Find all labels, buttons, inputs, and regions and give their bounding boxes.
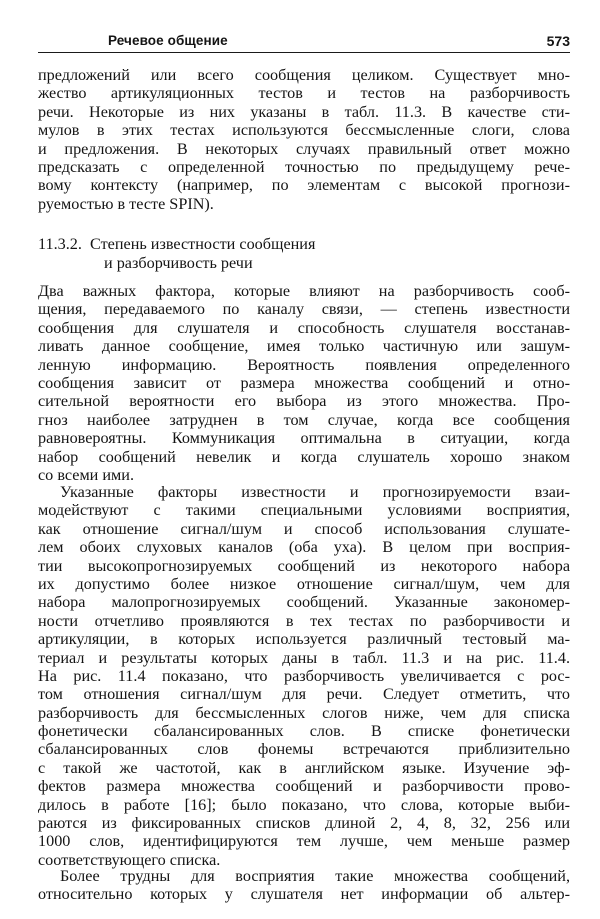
text-line: как отношение сигнал/шум и способ использования слушате- — [38, 519, 570, 538]
paragraph — [38, 483, 570, 869]
text-line: фектов размера множества сообщений и разборчивости прово- — [38, 777, 570, 796]
text-line: сообщения зависит от размера множества сообщений и отно- — [38, 373, 570, 392]
text-line: щения, передаваемого по каналу связи, — степень известности — [38, 300, 570, 319]
text-line: равновероятны. Коммуникация оптимальна в ситуации, когда — [38, 429, 570, 448]
text-line: их допустимо более низкое отношение сигнал/шум, чем для — [38, 574, 570, 593]
text-line: лем обоих слуховых каналов (оба уха). В целом при восприя- — [38, 538, 570, 557]
text-line: ности отчетливо проявляются в тех тестах по разборчивости и — [38, 611, 570, 630]
text-line: относительно которых у слушателя нет информации об альтер- — [38, 885, 570, 904]
text-line: дилось в работе [16]; было показано, что слова, которые выби- — [38, 795, 570, 814]
section-number: 11.3.2. — [38, 235, 82, 253]
text-line: артикуляции, в которых используется различный тестовый ма- — [38, 630, 570, 649]
text-line: набора малопрогнозируемых сообщений. Указанные закономер- — [38, 593, 570, 612]
header-rule — [38, 52, 570, 53]
paragraph-continuation — [38, 66, 570, 213]
paragraph — [38, 282, 570, 484]
text-line: фонетически сбалансированных слов. В списке фонетически — [38, 722, 570, 741]
text-line: ливать данное сообщение, имея только частичную или зашум- — [38, 337, 570, 356]
text-line: и предложения. В некоторых случаях правильный ответ можно — [38, 139, 570, 158]
section-title: Степень известности сообщения — [90, 235, 316, 253]
text-line: Два важных фактора, которые влияют на разборчивость сооб- — [38, 282, 570, 300]
text-line: том отношения сигнал/шум для речи. Следует отметить, что — [38, 685, 570, 704]
text-line: речи. Некоторые из них указаны в табл. 11.3. В качестве сти- — [38, 102, 570, 121]
text-line: раются из фиксированных списков длиной 2, 4, 8, 32, 256 или — [38, 814, 570, 833]
text-line: сообщения для слушателя и способность слушателя восстанав- — [38, 318, 570, 337]
text-line: Указанные факторы известности и прогнозируемости взаи- — [60, 483, 570, 501]
text-line: жество артикуляционных тестов и тестов на разборчивость — [38, 84, 570, 103]
text-line: мулов в этих тестах используются бессмысленные слоги, слова — [38, 121, 570, 140]
text-line: соответствующего списка. — [38, 850, 221, 869]
text-line: со всеми ими. — [38, 465, 135, 484]
page-number: 573 — [546, 33, 570, 49]
text-line: сительной вероятности его выбора из этого множества. Про- — [38, 392, 570, 411]
text-line: вому контексту (например, по элементам с высокой прогнози- — [38, 176, 570, 195]
text-line: ленную информацию. Вероятность появления определенного — [38, 355, 570, 374]
section-title-continued: и разборчивость речи — [104, 254, 253, 272]
text-line: предложений или всего сообщения целиком. Существует мно- — [38, 66, 570, 84]
text-line: Более трудны для восприятия такие множества сообщений, — [60, 867, 570, 885]
section-heading — [38, 235, 315, 273]
text-line: модействуют с такими специальными условиями восприятия, — [38, 501, 570, 520]
text-line: сбалансированных слов фонемы встречаются приблизительно — [38, 740, 570, 759]
running-head-title: Речевое общение — [108, 33, 228, 48]
text-line: предсказать с определенной точностью по предыдущему рече- — [38, 157, 570, 176]
text-line: набор сообщений невелик и когда слушатель хорошо знаком — [38, 447, 570, 466]
text-line: разборчивость для бессмысленных слогов ниже, чем для списка — [38, 703, 570, 722]
text-line: На рис. 11.4 показано, что разборчивость увеличивается с рос- — [38, 666, 570, 685]
text-line: 1000 слов, идентифицируются тем лучше, чем меньше размер — [38, 832, 570, 851]
text-line: руемостью в тесте SPIN). — [38, 194, 214, 213]
text-line: териал и результаты которых даны в табл. 11.3 и на рис. 11.4. — [38, 648, 570, 667]
text-line: с такой же частотой, как в английском языке. Изучение эф- — [38, 758, 570, 777]
paragraph — [38, 867, 570, 904]
text-line: тии высокопрогнозируемых сообщений из некоторого набора — [38, 556, 570, 575]
text-line: гноз наиболее затруднен в том случае, когда все сообщения — [38, 410, 570, 429]
